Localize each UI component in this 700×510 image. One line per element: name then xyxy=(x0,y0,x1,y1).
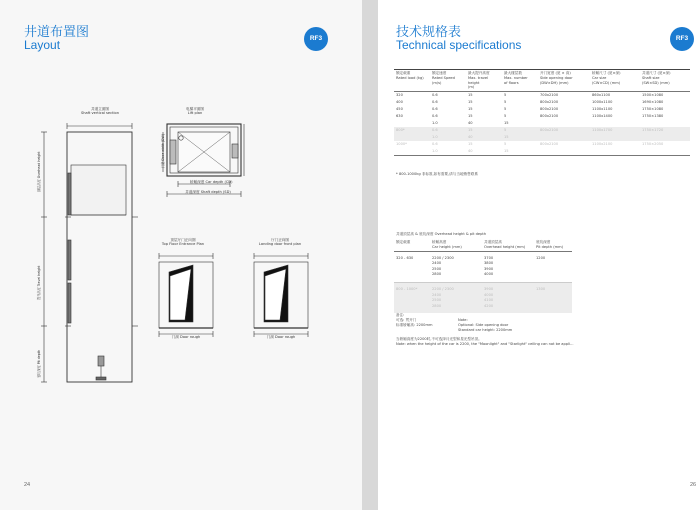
notes-en: Note: Optional: Side opening door Standard car height: 2200mm xyxy=(458,318,513,332)
pit-header-row xyxy=(394,239,572,251)
table-cell: 40 xyxy=(466,148,502,156)
table-row xyxy=(394,106,690,113)
table-cell: 1750×1080 xyxy=(642,107,664,112)
table-cell: 15 xyxy=(502,148,538,156)
table-cell: 5 xyxy=(504,107,507,112)
right-page xyxy=(378,0,700,510)
table-cell: 0.6 xyxy=(432,114,438,119)
shaft-section-label: 井道立面图 Shaft vertical section xyxy=(81,107,119,116)
shaft-depth-label: 井道深度 Shaft depth (SD) xyxy=(185,190,231,194)
notes-zh: 备注: 可选: 贯开门 标准轿厢高: 2200mm xyxy=(396,313,433,327)
pit-header: 井道顶层高 Overhead height (mm) xyxy=(482,239,534,251)
table-row xyxy=(394,113,690,120)
table-cell: 15 xyxy=(468,114,473,119)
table-cell: 15 xyxy=(468,142,473,147)
table-cell: 15 xyxy=(502,134,538,141)
table-cell: 2200 / 2300 2400 2500 2800 xyxy=(430,251,482,282)
table-cell: 1000x1100 xyxy=(592,100,613,105)
top-floor-entrance-drawing xyxy=(155,252,217,340)
spec-title-zh: 技术规格表 xyxy=(396,25,462,40)
table-row xyxy=(394,282,572,313)
table-row xyxy=(394,134,690,141)
table-cell: 15 xyxy=(468,93,473,98)
table-cell xyxy=(640,134,690,141)
door-width-label: 门宽 Door width (DW) xyxy=(161,134,165,168)
notes-ceiling: 当轿厢高度为2200时,不可选择月光型和星光型吊顶。 Note: when the height of the car is 2200, the "Moonlight" and "Starlight" ceiling can not be appli... xyxy=(396,337,574,346)
table-cell: 860x1100 xyxy=(592,93,611,98)
table-cell xyxy=(538,134,590,141)
table-cell: 0.6 xyxy=(432,100,438,105)
pit-header: 额定载重 xyxy=(394,239,430,251)
table-cell: 2200 / 2300 2400 2500 2800 xyxy=(430,282,482,313)
table-cell: 15 xyxy=(466,127,502,134)
pit-header: 轿厢高度 Car height (mm) xyxy=(430,239,482,251)
spec-header: 轿厢尺寸 (宽×深) Car size (CW×CD) (mm) xyxy=(590,70,640,92)
spec-header: 井道尺寸 (宽×深) Shaft size (SW×SD) (mm) xyxy=(640,70,690,92)
table-cell: 1.0 xyxy=(430,134,466,141)
table-cell: 1750×2050 xyxy=(642,142,664,147)
page-number-left: 24 xyxy=(24,482,31,488)
table-cell: 40 xyxy=(468,121,473,126)
spec-header: 额定载重 Rated load (kg) xyxy=(394,70,430,92)
shaft-section-drawing xyxy=(30,118,140,386)
table-row xyxy=(394,92,690,100)
table-cell: 1000* xyxy=(396,142,407,147)
landing-door-rough-label: 门洞 Door rough xyxy=(266,335,296,339)
table-cell: 630 xyxy=(396,114,403,119)
lift-plan-label: 电梯平面图 Lift plan xyxy=(186,107,204,116)
rf3-badge-left: RF3 xyxy=(304,27,328,51)
table-cell xyxy=(394,120,430,127)
table-cell: 5 xyxy=(504,142,507,147)
table-cell: 800x2100 xyxy=(538,127,590,134)
table-cell xyxy=(538,120,590,127)
table-cell: 15 xyxy=(504,121,509,126)
car-depth-label: 轿厢深度 Car depth (CD) xyxy=(190,180,233,184)
center-gutter xyxy=(362,0,378,510)
pit-table xyxy=(394,239,572,313)
table-row xyxy=(394,99,690,106)
landing-door-label: 厅门正向图 Landing door front plan xyxy=(258,238,302,247)
table-cell xyxy=(590,148,640,156)
top-floor-entrance-label: 顶层厅门正向图 Top Floor Entrance Plan xyxy=(161,238,205,247)
table-cell: 5 xyxy=(504,114,507,119)
spec-table xyxy=(394,69,690,156)
table-cell: 1.0 xyxy=(430,148,466,156)
table-cell xyxy=(640,120,690,127)
table-cell: 1300 xyxy=(534,282,572,313)
pit-table-title: 井道顶层高 & 底坑深度 Overhead height & pit depth xyxy=(396,232,487,236)
table-cell: 450 xyxy=(396,107,403,112)
table-cell: 1690×1080 xyxy=(642,100,664,105)
table-cell: 800 - 1000* xyxy=(394,282,430,313)
layout-title-en: Layout xyxy=(24,38,61,52)
table-cell: 1.0 xyxy=(432,121,438,126)
table-cell: 0.6 xyxy=(432,142,438,147)
landing-door-drawing xyxy=(250,252,312,340)
pit-label: 底坑深度 Pit depth xyxy=(37,349,41,378)
layout-title-zh: 井道布置图 xyxy=(24,25,90,40)
travel-label: 提升高度 Travel height xyxy=(37,265,41,300)
table-cell: 800x2100 xyxy=(540,107,559,112)
table-cell: 320 xyxy=(396,93,403,98)
table-cell: 800x2100 xyxy=(540,142,559,147)
table-cell: 1100x1100 xyxy=(592,107,613,112)
table-cell: 400 xyxy=(396,100,403,105)
table-cell: 800x2100 xyxy=(540,100,559,105)
table-cell: 1100x1700 xyxy=(590,127,640,134)
spec-header: 最大楼层数 Max. number of floors xyxy=(502,70,538,92)
table-cell: 5 xyxy=(502,127,538,134)
table-cell xyxy=(590,134,640,141)
table-cell xyxy=(394,134,430,141)
table-cell: 1500×1080 xyxy=(642,93,664,98)
table-cell: 1750×1380 xyxy=(642,114,664,119)
table-row xyxy=(394,148,690,156)
table-cell: 0.6 xyxy=(432,93,438,98)
pit-header: 底坑深度 Pit depth (mm) xyxy=(534,239,572,251)
table-cell: 800x2100 xyxy=(540,114,559,119)
table-row xyxy=(394,251,572,282)
table-row xyxy=(394,141,690,148)
spec-header: 额定速度 Rated Speed (m/s) xyxy=(430,70,466,92)
table-cell: 3900 4000 4100 4200 xyxy=(482,282,534,313)
table-row xyxy=(394,120,690,127)
table-cell: 40 xyxy=(466,134,502,141)
table-row xyxy=(394,127,690,134)
table-cell: 1100x2100 xyxy=(592,142,613,147)
table-cell: 15 xyxy=(468,107,473,112)
table-cell xyxy=(394,148,430,156)
spec-header-row xyxy=(394,70,690,92)
table-cell: 15 xyxy=(468,100,473,105)
spec-title-en: Technical specifications xyxy=(396,38,522,52)
page-number-right: 26 xyxy=(690,482,697,488)
table-cell: 3700 3800 3900 4000 xyxy=(482,251,534,282)
table-cell xyxy=(640,148,690,156)
table-cell: 5 xyxy=(504,93,507,98)
table-cell: 800* xyxy=(394,127,430,134)
table-cell xyxy=(538,148,590,156)
table-cell: 1750×1720 xyxy=(640,127,690,134)
spec-footnote: * 800-1000kg 非标准,如有需要,请与当地销售联系 xyxy=(396,172,478,176)
table-cell: 0.6 xyxy=(430,127,466,134)
top-floor-door-rough-label: 门洞 Door rough xyxy=(171,335,201,339)
table-cell: 1100x1400 xyxy=(592,114,613,119)
table-cell: 0.6 xyxy=(432,107,438,112)
table-cell: 1200 xyxy=(534,251,572,282)
table-cell: 320 - 630 xyxy=(394,251,430,282)
rf3-badge-right: RF3 xyxy=(670,27,694,51)
spec-header: 最大提升高度 Max. travel height (m) xyxy=(466,70,502,92)
table-cell: 700x2100 xyxy=(540,93,559,98)
overhead-label: 顶层高度 Overhead height xyxy=(37,151,41,192)
table-cell xyxy=(590,120,640,127)
table-cell: 5 xyxy=(504,100,507,105)
spec-header: 开门宽度 (宽 × 高) Side opening door (DW×DH) (mm) xyxy=(538,70,590,92)
